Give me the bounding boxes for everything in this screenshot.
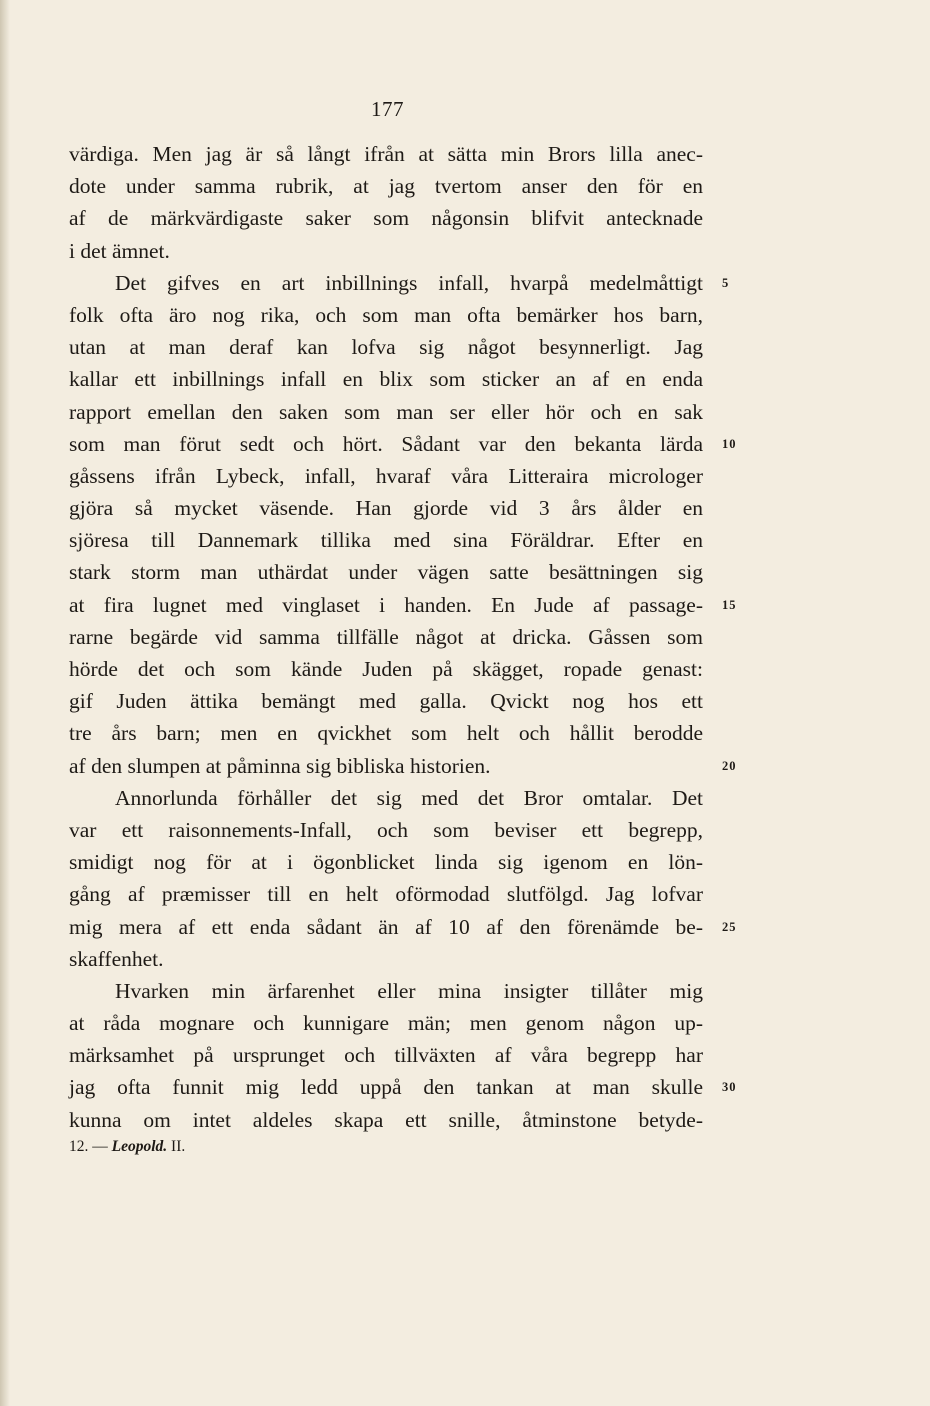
text-line-content: gjöra så mycket väsende. Han gjorde vid 3 års ålder en	[69, 496, 703, 521]
text-line-content: sjöresa till Dannemark tillika med sina Föräldrar. Efter en	[69, 528, 703, 553]
body-text	[69, 138, 737, 1136]
text-line-content: gåssens ifrån Lybeck, infall, hvaraf våra Litteraira microloger	[69, 463, 703, 488]
signature-name: Leopold.	[111, 1138, 168, 1155]
text-line	[69, 138, 703, 170]
margin-line-number: 20	[722, 758, 737, 773]
page-number: 177	[371, 97, 404, 121]
text-line	[69, 363, 703, 395]
text-line	[69, 943, 703, 975]
text-line	[69, 331, 703, 363]
text-line-content: kunna om intet aldeles skapa ett snille, åtminstone betyde-	[69, 1107, 703, 1132]
text-line	[69, 1039, 703, 1071]
text-line-content: folk ofta äro nog rika, och som man ofta bemärker hos barn,	[69, 302, 703, 327]
text-line-content: at råda mognare och kunnigare män; men genom någon up-	[69, 1011, 703, 1036]
text-line-content: gif Juden ättika bemängt med galla. Qvickt nog hos ett	[69, 689, 703, 714]
text-line-content: rapport emellan den saken som man ser eller hör och en sak	[69, 399, 703, 424]
text-line	[69, 235, 703, 267]
text-line	[69, 460, 703, 492]
text-line	[69, 396, 703, 428]
margin-line-number: 25	[722, 919, 737, 934]
text-line-content: Annorlunda förhåller det sig med det Bror omtalar. Det	[115, 785, 703, 810]
text-line	[69, 170, 703, 202]
text-line-content: var ett raisonnements-Infall, och som beviser ett begrepp,	[69, 817, 703, 842]
text-line-content: smidigt nog för at i ögonblicket linda sig igenom en lön-	[69, 850, 703, 875]
text-line	[69, 492, 703, 524]
text-line	[69, 556, 703, 588]
signature-dash: —	[92, 1138, 108, 1155]
text-line-content: gång af præmisser till en helt oförmodad slutfölgd. Jag lofvar	[69, 882, 703, 907]
text-line	[69, 621, 703, 653]
text-line	[69, 299, 703, 331]
text-line-content: Hvarken min ärfarenhet eller mina insigter tillåter mig	[115, 978, 703, 1003]
text-line	[69, 814, 703, 846]
text-line	[69, 750, 737, 782]
signature-volume: II.	[171, 1138, 186, 1155]
text-line-content: i det ämnet.	[69, 238, 170, 263]
text-line-content: värdiga. Men jag är så långt ifrån at sätta min Brors lilla anec-	[69, 142, 703, 166]
text-line	[69, 911, 737, 943]
text-line	[69, 1104, 703, 1136]
text-line-content: skaffenhet.	[69, 946, 164, 971]
text-line-content: som man förut sedt och hört. Sådant var den bekanta lärda	[69, 431, 703, 456]
text-line-content: stark storm man uthärdat under vägen satte besättningen sig	[69, 560, 703, 585]
text-line-content: märksamhet på ursprunget och tillväxten af våra begrepp har	[69, 1043, 703, 1068]
text-line-content: af de märkvärdigaste saker som någonsin blifvit antecknade	[69, 206, 703, 231]
text-line	[69, 1007, 703, 1039]
text-line	[69, 717, 703, 749]
text-line-content: mig mera af ett enda sådant än af 10 af den förenämde be-	[69, 914, 703, 939]
text-line-content: at fira lugnet med vinglaset i handen. En Jude af passage-	[69, 592, 703, 617]
text-line	[69, 846, 703, 878]
text-line-content: kallar ett inbillnings infall en blix som sticker an af en enda	[69, 367, 703, 392]
margin-line-number: 30	[722, 1080, 737, 1095]
text-line	[69, 782, 703, 814]
text-line	[69, 685, 703, 717]
text-line	[69, 589, 737, 621]
text-line-content: af den slumpen at påminna sig bibliska historien.	[69, 753, 491, 778]
text-line-content: tre års barn; men en qvickhet som helt och hållit berodde	[69, 721, 703, 746]
text-line-content: jag ofta funnit mig ledd uppå den tankan at man skulle	[69, 1075, 703, 1100]
text-line	[69, 202, 703, 234]
text-line-content: dote under samma rubrik, at jag tvertom anser den för en	[69, 174, 703, 199]
text-line	[69, 428, 737, 460]
margin-line-number: 10	[722, 436, 737, 451]
signature-number: 12.	[69, 1138, 89, 1155]
page-spine-shadow	[0, 0, 10, 1406]
text-line	[69, 1071, 737, 1103]
margin-line-number: 5	[722, 275, 730, 290]
margin-line-number: 15	[722, 597, 737, 612]
text-line	[69, 975, 703, 1007]
text-line-content: utan at man deraf kan lofva sig något besynnerligt. Jag	[69, 335, 703, 360]
text-line-content: hörde det och som kände Juden på skägget, ropade genast:	[69, 657, 703, 681]
text-line	[69, 653, 703, 685]
text-line-content: rarne begärde vid samma tillfälle något at dricka. Gåssen som	[69, 624, 703, 649]
text-line-content: Det gifves en art inbillnings infall, hvarpå medelmåttigt	[115, 270, 703, 295]
text-line	[69, 267, 730, 299]
text-line	[69, 878, 703, 910]
signature-footer	[69, 1138, 185, 1156]
text-line	[69, 524, 703, 556]
